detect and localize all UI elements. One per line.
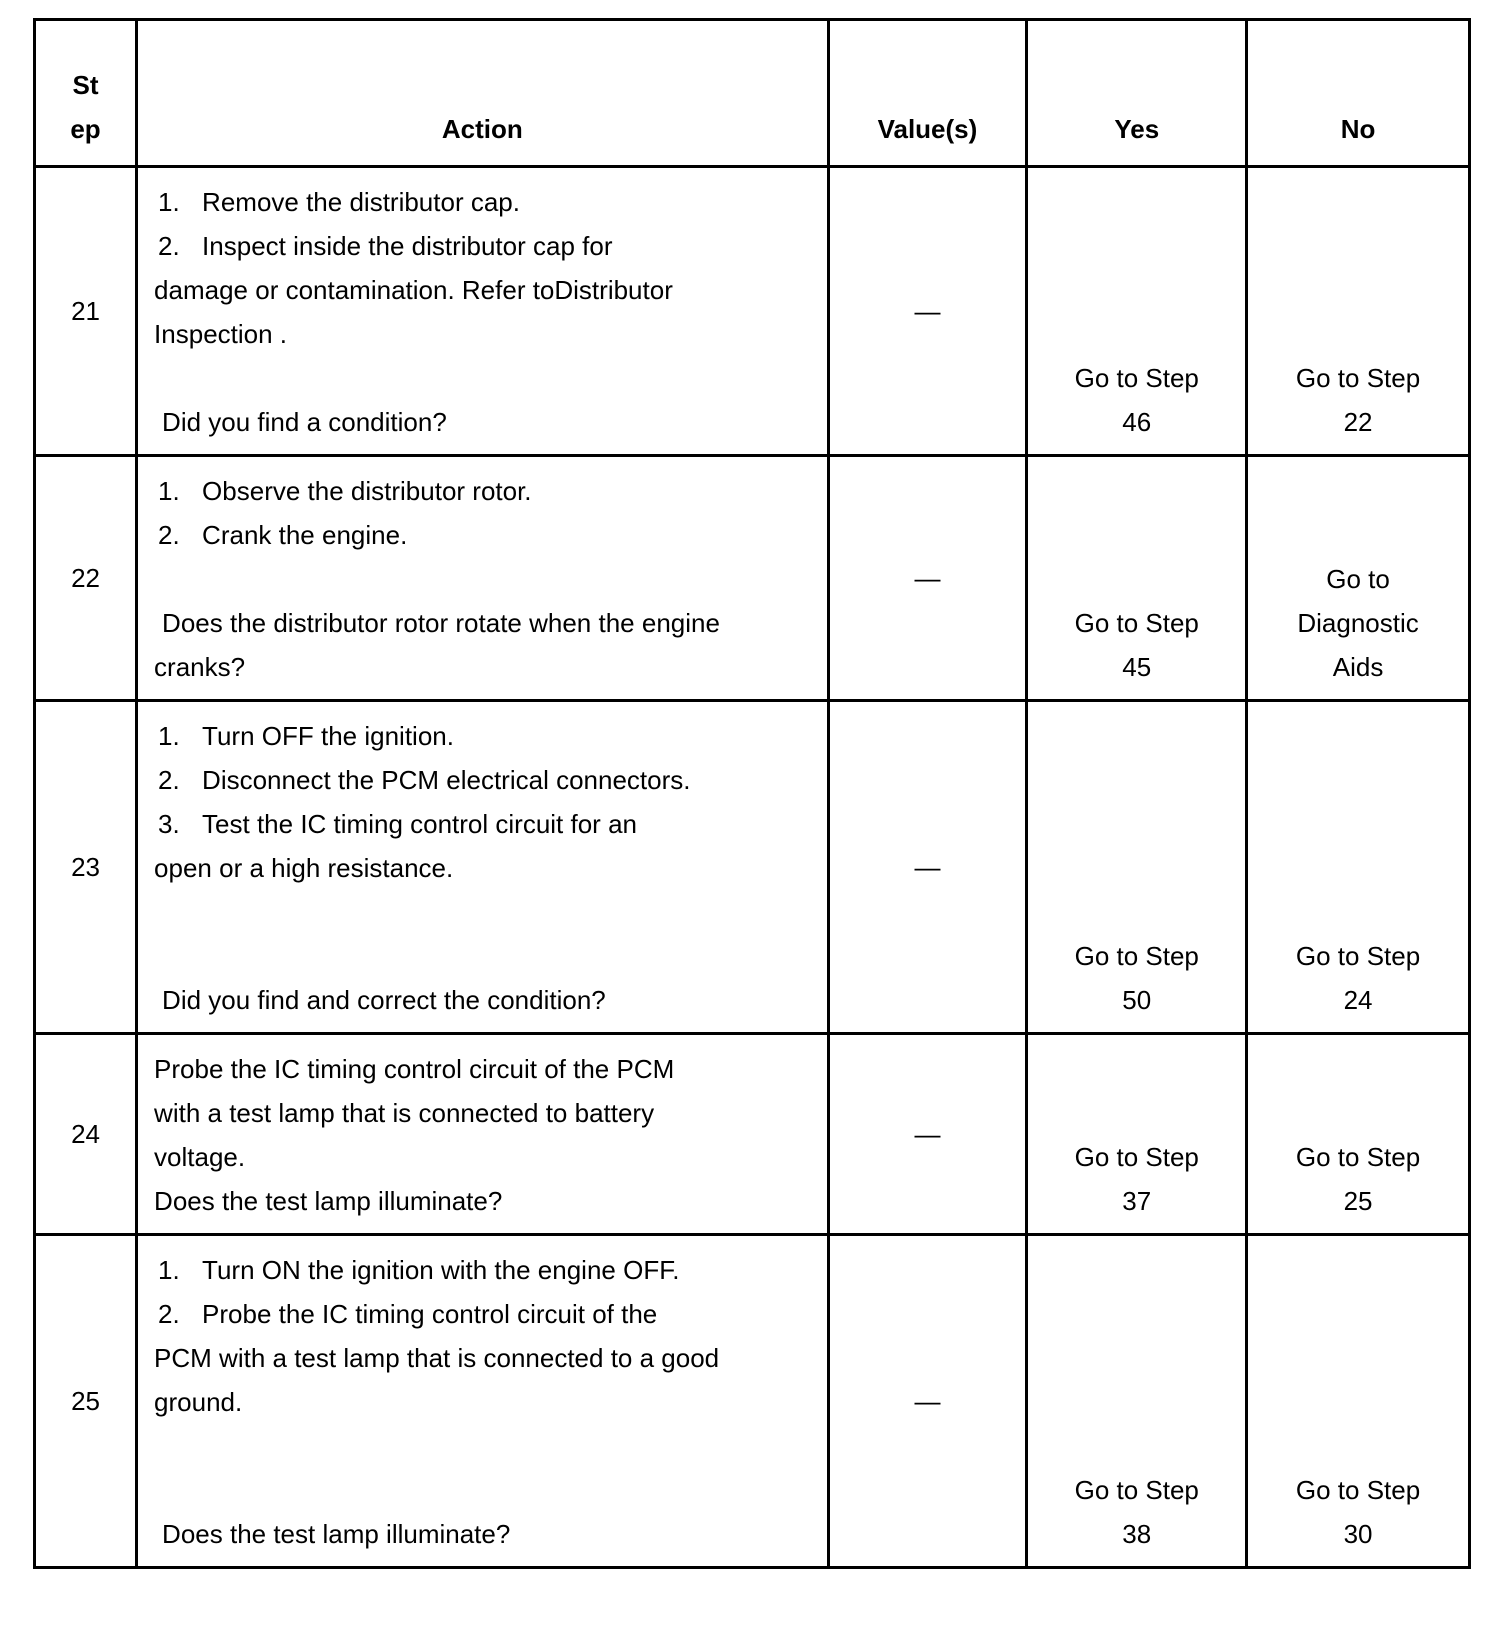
step-number: 23 (35, 701, 137, 1034)
table-header-row (35, 20, 1470, 167)
table-row (35, 1034, 1470, 1235)
header-no: No (1247, 20, 1470, 167)
action-line: 2. Disconnect the PCM electrical connectors. (158, 765, 691, 795)
yes-line: Go to Step (1074, 608, 1199, 638)
step-number: 22 (35, 456, 137, 701)
action-cell (137, 456, 828, 701)
action-line: 2. Crank the engine. (158, 520, 408, 550)
value-cell: — (828, 701, 1027, 1034)
value-cell: — (828, 1235, 1027, 1568)
no-line: 24 (1343, 985, 1373, 1015)
yes-line: Go to Step (1074, 1142, 1199, 1172)
action-cell (137, 701, 828, 1034)
action-line: ground. (154, 1387, 243, 1417)
yes-cell (1027, 1034, 1247, 1235)
table-row (35, 1235, 1470, 1568)
no-cell (1247, 167, 1470, 456)
value-cell: — (828, 167, 1027, 456)
header-values: Value(s) (828, 20, 1027, 167)
header-step (35, 20, 137, 167)
yes-line: Go to Step (1074, 1475, 1199, 1505)
yes-line: Go to Step (1074, 941, 1199, 971)
no-line: 22 (1343, 407, 1373, 437)
yes-line: 45 (1122, 652, 1152, 682)
no-cell (1247, 456, 1470, 701)
action-line: damage or contamination. Refer toDistributor (154, 275, 673, 305)
action-line: Inspection . (154, 319, 288, 349)
step-number: 21 (35, 167, 137, 456)
action-line: Does the test lamp illuminate? (154, 1186, 503, 1216)
header-yes: Yes (1027, 20, 1247, 167)
action-question-cont: cranks? (154, 652, 246, 682)
value-cell: — (828, 1034, 1027, 1235)
no-line: Go to Step (1295, 1142, 1421, 1172)
value-cell: — (828, 456, 1027, 701)
no-cell (1247, 1034, 1470, 1235)
action-line: 1. Remove the distributor cap. (158, 187, 520, 217)
diagnostic-table (33, 18, 1471, 1569)
action-line: 2. Probe the IC timing control circuit of the (158, 1299, 658, 1329)
action-question: Does the test lamp illuminate? (162, 1519, 511, 1549)
action-question: Did you find a condition? (162, 407, 447, 437)
table-row (35, 701, 1470, 1034)
step-number: 25 (35, 1235, 137, 1568)
action-line: 2. Inspect inside the distributor cap for (158, 231, 613, 261)
table-row (35, 167, 1470, 456)
step-number: 24 (35, 1034, 137, 1235)
action-line: 1. Observe the distributor rotor. (158, 476, 532, 506)
action-line: 1. Turn OFF the ignition. (158, 721, 454, 751)
table-row (35, 456, 1470, 701)
yes-line: 37 (1122, 1186, 1152, 1216)
yes-cell (1027, 456, 1247, 701)
yes-cell (1027, 701, 1247, 1034)
yes-line: 46 (1122, 407, 1152, 437)
yes-line: Go to Step (1074, 363, 1199, 393)
no-line: Diagnostic (1297, 608, 1419, 638)
yes-cell (1027, 1235, 1247, 1568)
header-action: Action (137, 20, 828, 167)
header-step-line2: ep (70, 114, 101, 144)
action-line: voltage. (154, 1142, 246, 1172)
no-line: Go to Step (1295, 363, 1421, 393)
action-line: Probe the IC timing control circuit of the PCM (154, 1054, 675, 1084)
no-cell (1247, 1235, 1470, 1568)
action-cell (137, 167, 828, 456)
action-question: Did you find and correct the condition? (162, 985, 606, 1015)
no-line: Go to Step (1295, 941, 1421, 971)
action-cell (137, 1034, 828, 1235)
action-line: with a test lamp that is connected to battery (154, 1098, 655, 1128)
yes-line: 38 (1122, 1519, 1152, 1549)
action-question: Does the distributor rotor rotate when the engine (162, 608, 720, 638)
yes-cell (1027, 167, 1247, 456)
action-line: 1. Turn ON the ignition with the engine OFF. (158, 1255, 680, 1285)
yes-line: 50 (1122, 985, 1152, 1015)
action-line: open or a high resistance. (154, 853, 454, 883)
action-line: PCM with a test lamp that is connected to a good (154, 1343, 720, 1373)
no-line: Aids (1332, 652, 1384, 682)
no-line: Go to (1326, 564, 1390, 594)
no-line: 25 (1343, 1186, 1373, 1216)
no-line: 30 (1343, 1519, 1373, 1549)
no-line: Go to Step (1295, 1475, 1421, 1505)
header-step-line1: St (72, 70, 99, 100)
action-line: 3. Test the IC timing control circuit for an (158, 809, 637, 839)
action-cell (137, 1235, 828, 1568)
no-cell (1247, 701, 1470, 1034)
